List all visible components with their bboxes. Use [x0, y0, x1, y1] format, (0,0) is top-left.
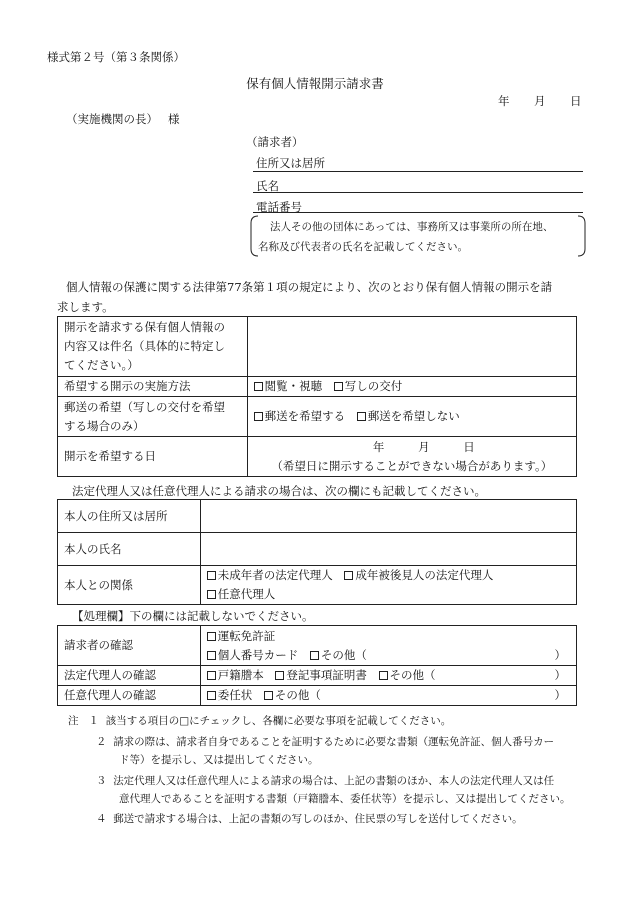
requester-check-label: 請求者の確認 [58, 626, 201, 666]
table-row [58, 500, 577, 533]
legal-agent-check-label: 法定代理人の確認 [58, 666, 201, 686]
checkbox[interactable] [207, 671, 216, 680]
note-2-line1: ２ 請求の際は、請求者自身であることを証明するために必要な書類（運転免許証、個人番号カー [96, 736, 555, 748]
requester-label: （請求者） [246, 135, 304, 149]
requester-check-options [200, 626, 576, 666]
note-2-line2: ド等）を提示し、又は提出してください。 [119, 754, 319, 766]
intro-line2: 求します。 [57, 300, 114, 314]
checkbox[interactable] [357, 412, 366, 421]
table-row [58, 566, 577, 605]
principal-address-input[interactable] [200, 500, 576, 533]
agent-instruction: 法定代理人又は任意代理人による請求の場合は、次の欄にも記載してください。 [72, 484, 486, 498]
form-number: 様式第２号（第３条関係） [47, 50, 185, 64]
close-paren: ） [554, 647, 566, 662]
mail-options [247, 397, 576, 437]
checkbox[interactable] [379, 671, 388, 680]
requester-address-label: 住所又は居所 [256, 156, 325, 170]
method-label: 希望する開示の実施方法 [58, 377, 248, 397]
table-row [58, 437, 577, 477]
close-paren: ） [554, 668, 566, 682]
principal-name-input[interactable] [200, 533, 576, 566]
checkbox[interactable] [207, 651, 216, 660]
processing-heading: 【処理欄】下の欄には記載しないでください。 [72, 609, 314, 623]
desired-date-field[interactable]: 年 月 日 （希望日に開示することができない場合があります。） [247, 437, 576, 477]
checkbox[interactable] [207, 590, 216, 599]
close-paren: ） [554, 688, 566, 702]
requester-address-field[interactable] [253, 171, 583, 172]
date-month: 月 [534, 94, 546, 108]
page-title: 保有個人情報開示請求書 [246, 76, 384, 91]
license-option[interactable]: 運転免許証 [207, 627, 276, 646]
info-content-label: 開示を請求する保有個人情報の 内容又は件名（具体的に特定し てください。） [58, 317, 248, 377]
power-of-attorney-option[interactable]: 委任状 [207, 686, 253, 705]
adult-guardian-option[interactable]: 成年被後見人の法定代理人 [344, 566, 493, 585]
checkbox[interactable] [207, 632, 216, 641]
requester-name-label: 氏名 [256, 179, 279, 193]
note-3-line2: 意代理人であることを証明する書類（戸籍謄本、委任状等）を提示し、又は提出してください。 [119, 793, 571, 805]
relationship-label: 本人との関係 [58, 566, 201, 605]
checkbox[interactable] [264, 691, 273, 700]
checkbox[interactable] [275, 671, 284, 680]
table-row [58, 533, 577, 566]
table-row [58, 666, 577, 686]
table-row [58, 377, 577, 397]
table-row [58, 686, 577, 706]
checkbox[interactable] [344, 571, 353, 580]
voluntary-agent-check-options [200, 686, 576, 706]
date-year: 年 [498, 94, 510, 108]
principal-name-label: 本人の氏名 [58, 533, 201, 566]
date-day: 日 [570, 94, 582, 108]
registry-cert-option[interactable]: 登記事項証明書 [275, 666, 367, 685]
requester-other-option[interactable]: その他（ [310, 646, 367, 665]
legal-other-option[interactable]: その他（ [379, 666, 436, 685]
agent-table [57, 499, 577, 605]
mail-yes-option[interactable]: 郵送を希望する [254, 407, 346, 426]
checkbox[interactable] [310, 651, 319, 660]
family-register-option[interactable]: 戸籍謄本 [207, 666, 264, 685]
addressee-org: （実施機関の長） [66, 112, 158, 126]
checkbox[interactable] [207, 571, 216, 580]
note-1: 注 １ 該当する項目の□にチェックし、各欄に必要な事項を記載してください。 [68, 715, 452, 727]
principal-address-label: 本人の住所又は居所 [58, 500, 201, 533]
desired-date-label: 開示を希望する日 [58, 437, 248, 477]
legal-agent-check-options [200, 666, 576, 686]
mynumber-card-option[interactable]: 個人番号カード [207, 646, 299, 665]
note-4: ４ 郵送で請求する場合は、上記の書類の写しのほか、住民票の写しを送付してください。 [96, 813, 523, 825]
voluntary-agent-check-label: 任意代理人の確認 [58, 686, 201, 706]
voluntary-other-option[interactable]: その他（ [264, 686, 321, 705]
mail-label: 郵送の希望（写しの交付を希望 する場合のみ） [58, 397, 248, 437]
info-content-input[interactable] [247, 317, 576, 377]
checkbox[interactable] [254, 382, 263, 391]
request-table [57, 316, 577, 477]
minor-guardian-option[interactable]: 未成年者の法定代理人 [207, 566, 333, 585]
relationship-options [200, 566, 576, 605]
table-row [58, 626, 577, 666]
method-view-option[interactable]: 閲覧・視聴 [254, 377, 323, 396]
checkbox[interactable] [207, 691, 216, 700]
requester-name-field[interactable] [253, 192, 583, 193]
table-row [58, 317, 577, 377]
addressee-honorific: 様 [168, 112, 180, 126]
requester-phone-field[interactable] [253, 212, 583, 213]
requester-phone-label: 電話番号 [256, 200, 302, 214]
note-3-line1: ３ 法定代理人又は任意代理人による請求の場合は、上記の書類のほか、本人の法定代理人又は任 [96, 775, 555, 787]
checkbox[interactable] [254, 412, 263, 421]
mail-no-option[interactable]: 郵送を希望しない [357, 407, 460, 426]
intro-line1: 個人情報の保護に関する法律第77条第１項の規定により、次のとおり保有個人情報の開示を請 [66, 280, 553, 294]
method-copy-option[interactable]: 写しの交付 [334, 377, 403, 396]
method-options [247, 377, 576, 397]
requester-note-line2: 名称及び代表者の氏名を記載してください。 [258, 241, 468, 253]
processing-table [57, 625, 577, 706]
requester-note-line1: 法人その他の団体にあっては、事務所又は事業所の所在地、 [270, 221, 554, 233]
table-row [58, 397, 577, 437]
checkbox[interactable] [334, 382, 343, 391]
voluntary-agent-option[interactable]: 任意代理人 [207, 585, 276, 604]
desired-date-note: （希望日に開示することができない場合があります。） [271, 458, 553, 473]
